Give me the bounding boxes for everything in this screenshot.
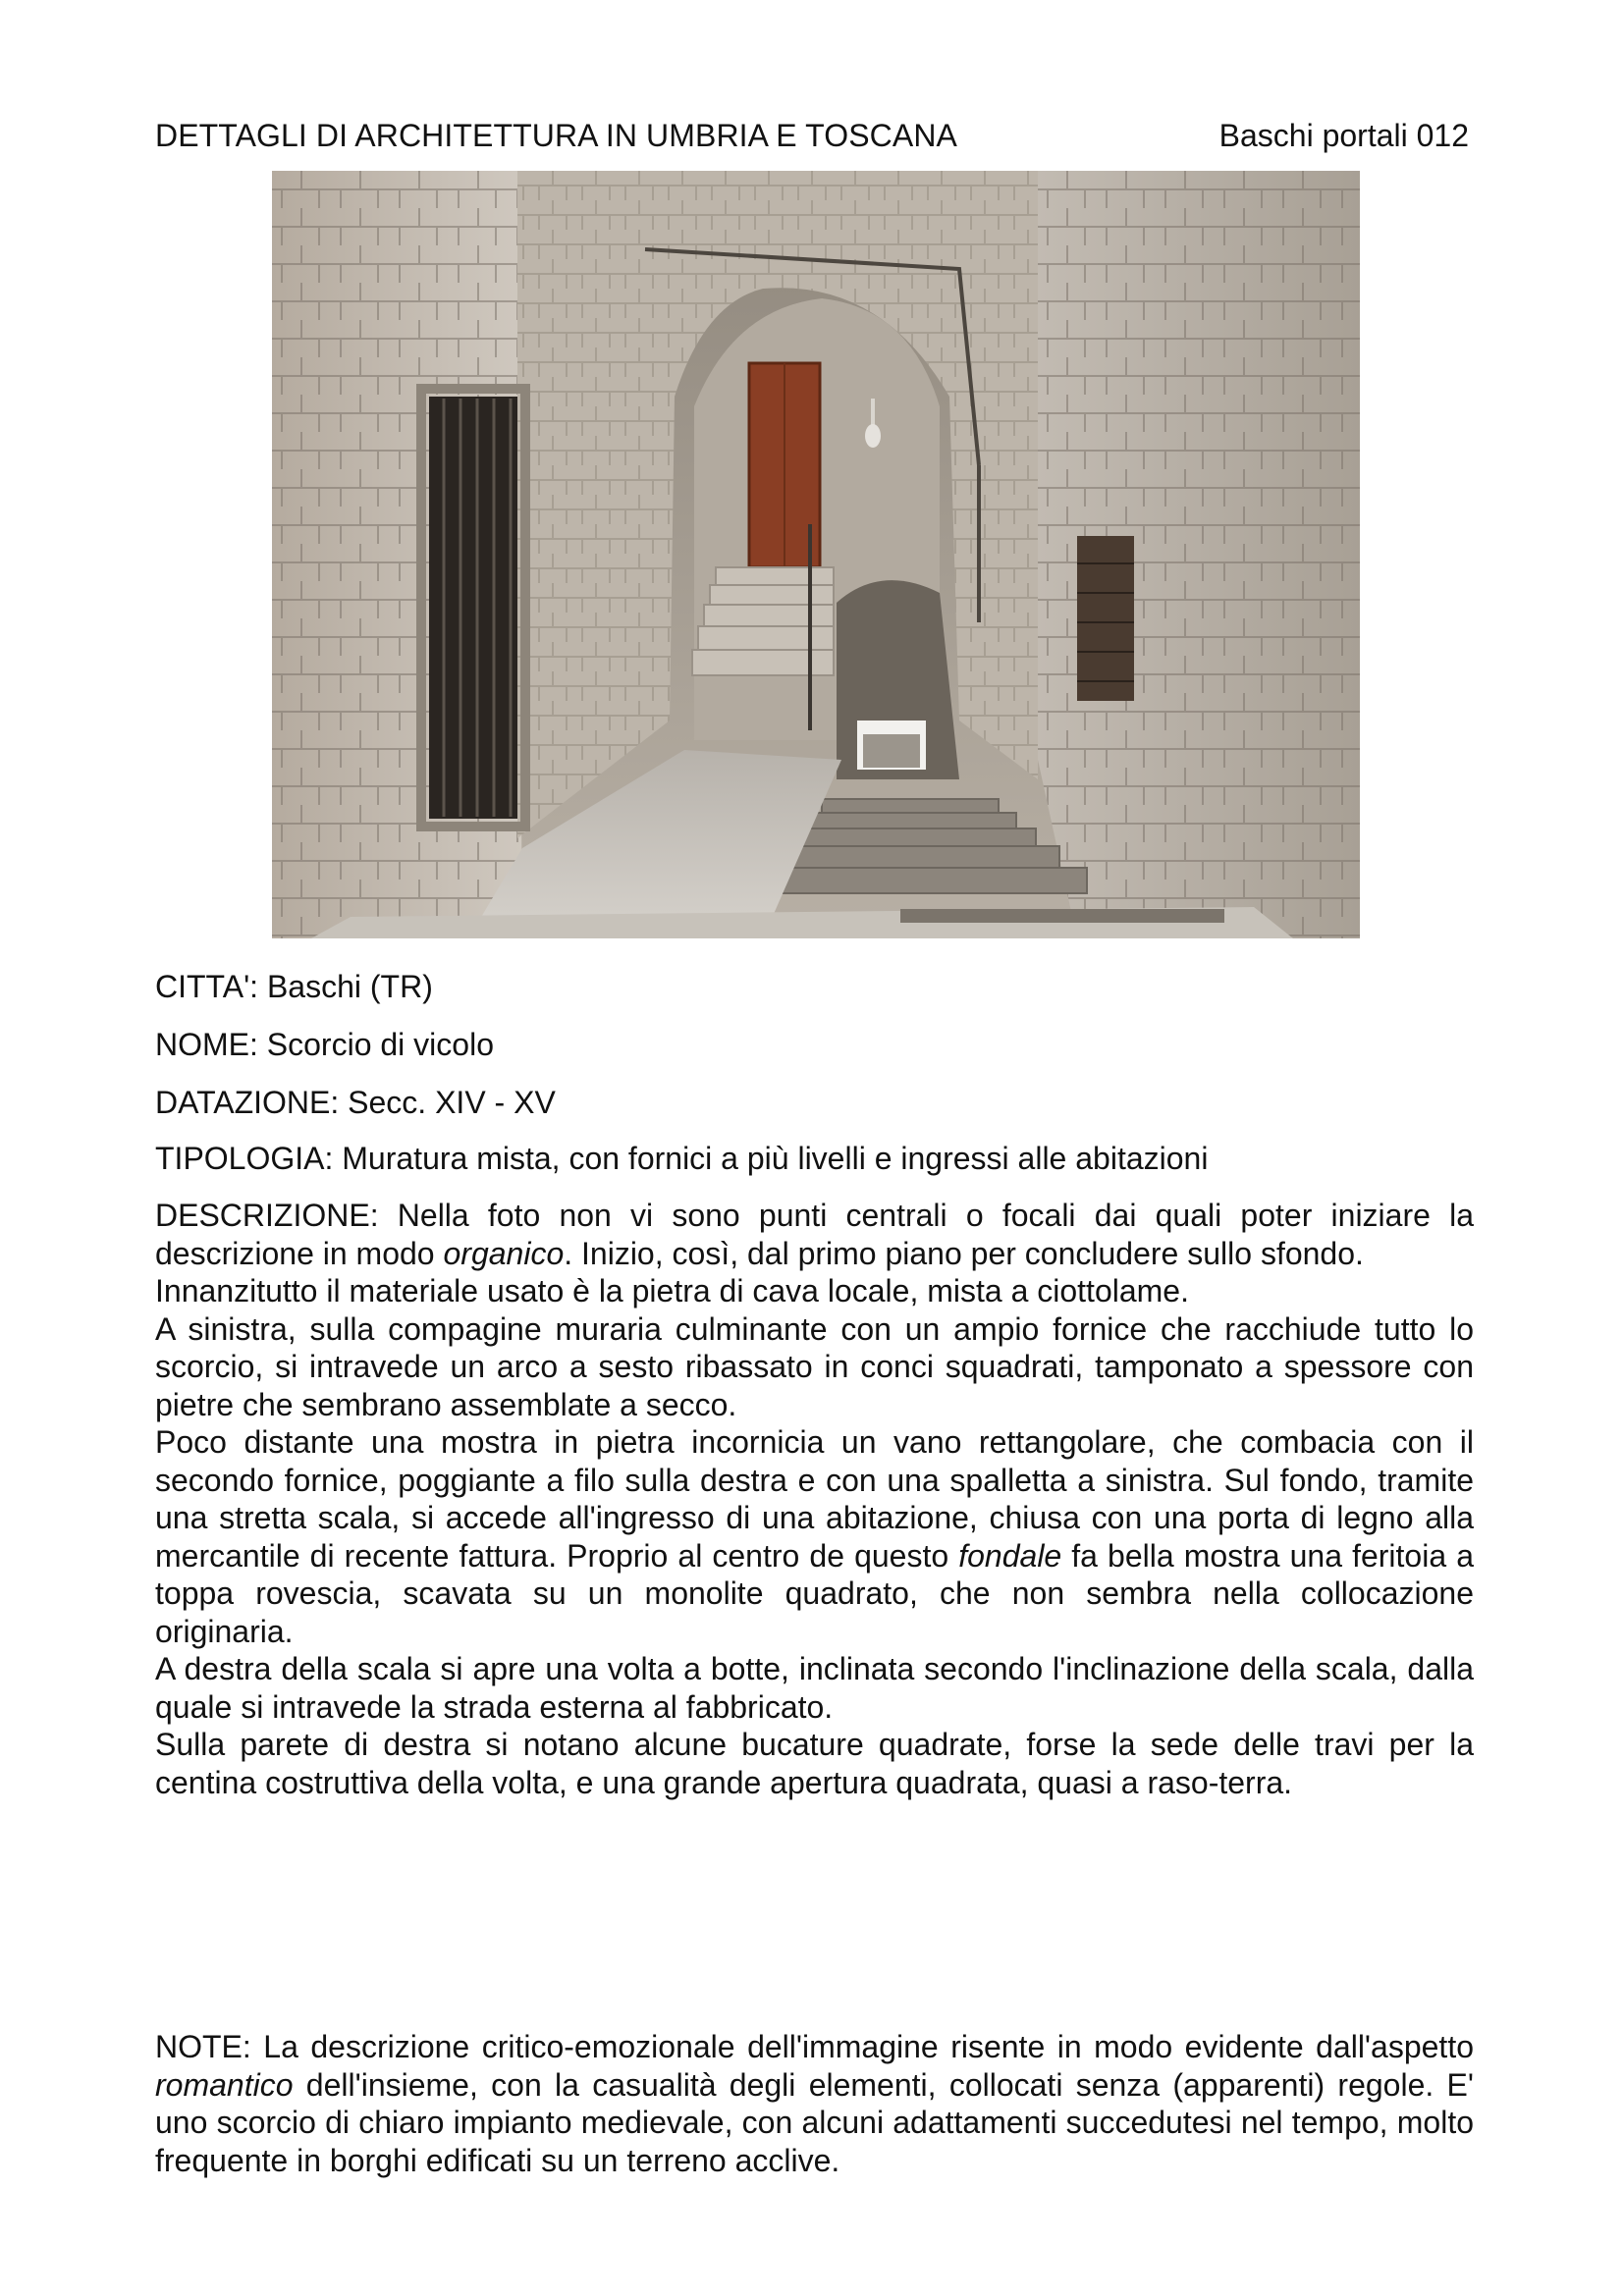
tipologia-value: Muratura mista, con fornici a più livelli e ingressi alle abitazioni [342, 1141, 1209, 1176]
description-text-1b: . Inizio, così, dal primo piano per concludere sullo sfondo. [564, 1235, 1364, 1271]
alley-photograph [272, 171, 1360, 938]
description-paragraph-2: Innanzitutto il materiale usato è la pietra di cava locale, mista a ciottolame. [155, 1273, 1189, 1308]
field-citta [155, 969, 433, 1005]
citta-value: Baschi (TR) [266, 969, 433, 1004]
nome-label: NOME: [155, 1027, 258, 1062]
description-paragraph-5: A destra della scala si apre una volta a botte, inclinata secondo l'inclinazione della scala, dalla quale si intravede la strada esterna al fabbricato. [155, 1651, 1474, 1725]
citta-label: CITTA': [155, 969, 259, 1004]
description-text-1a: Nella foto non vi sono punti centrali o focali dai quali poter iniziare la descrizione in modo [155, 1198, 1475, 1271]
datazione-value: Secc. XIV - XV [348, 1085, 556, 1120]
note-text-b: dell'insieme, con la casualità degli elementi, collocati senza (apparenti) regole. E' uno scorcio di chiaro impianto medievale, con alcuni adattamenti succedutesi nel tempo, molto frequente in borghi edificati su un terreno acclive. [155, 2066, 1474, 2178]
field-tipologia [155, 1141, 1208, 1177]
field-datazione [155, 1085, 556, 1121]
description-paragraph-6: Sulla parete di destra si notano alcune bucature quadrate, forse la sede delle travi per la centina costruttiva della volta, e una grande apertura quadrata, quasi a raso-terra. [155, 1727, 1474, 1800]
document-reference: Baschi portali 012 [1218, 118, 1469, 153]
description-text-4b: fa bella mostra una feritoia a toppa rovescia, scavata su un monolite quadrato, che non sembra nella collocazione originaria. [155, 1537, 1475, 1649]
description-emphasis-fondale: fondale [958, 1537, 1062, 1574]
field-nome [155, 1027, 494, 1063]
note-emphasis-romantico: romantico [155, 2066, 294, 2103]
description-label: DESCRIZIONE: [155, 1198, 379, 1233]
description-text-4a: Poco distante una mostra in pietra incornicia un vano rettangolare, che combacia con il secondo fornice, poggiante a filo sulla destra e con una spalletta a sinistra. Sul fondo, tramite una stretta scala, si accede all'ingresso di una abitazione, chiusa con una porta di legno alla mercantile di recente fattura. Proprio al centro de questo [155, 1424, 1474, 1574]
description-paragraph-4 [155, 1423, 1474, 1650]
description-emphasis-organico: organico [443, 1235, 565, 1271]
note-label: NOTE: [155, 2029, 251, 2064]
tipologia-label: TIPOLOGIA: [155, 1141, 334, 1176]
description-paragraph-3: A sinistra, sulla compagine muraria culminante con un ampio fornice che racchiude tutto lo scorcio, si intravede un arco a sesto ribassato in conci squadrati, tamponato a spessore con pietre che sembrano assemblate a secco. [155, 1310, 1474, 1422]
note-section [155, 2028, 1474, 2179]
note-text-a: La descrizione critico-emozionale dell'immagine risente in modo evidente dall'aspetto [263, 2029, 1475, 2064]
description-section [155, 1197, 1474, 1801]
description-paragraph-1 [155, 1197, 1474, 1272]
note-paragraph [155, 2028, 1474, 2179]
datazione-label: DATAZIONE: [155, 1085, 340, 1120]
document-title: DETTAGLI DI ARCHITETTURA IN UMBRIA E TOSCANA [155, 118, 957, 153]
nome-value: Scorcio di vicolo [266, 1027, 494, 1062]
